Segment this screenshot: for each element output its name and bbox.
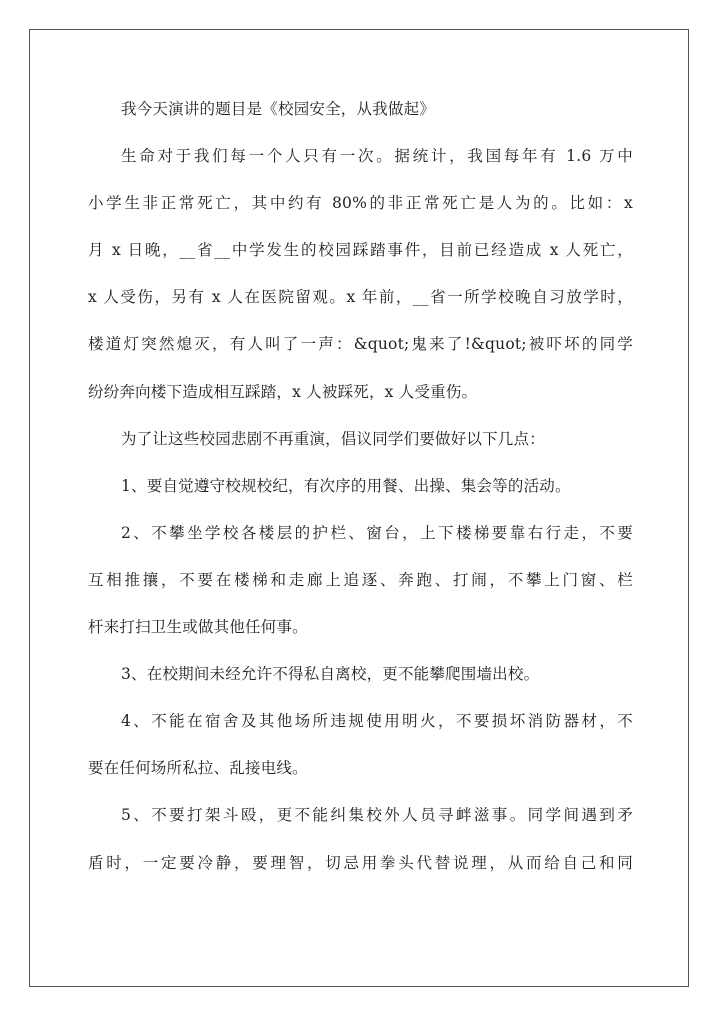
text-line: 盾时，一定要冷静，要理智，切忌用拳头代替说理，从而给自己和同 bbox=[88, 853, 633, 872]
text-line: 5、不要打架斗殴，更不能纠集校外人员寻衅滋事。同学间遇到矛 bbox=[121, 806, 633, 825]
text-line: 月 x 日晚，__省__中学发生的校园踩踏事件，目前已经造成 x 人死亡， bbox=[88, 241, 633, 260]
text-line: 纷纷奔向楼下造成相互踩踏，x 人被踩死，x 人受重伤。 bbox=[88, 382, 478, 401]
paragraph-intro bbox=[88, 141, 633, 424]
paragraph-point-3 bbox=[88, 659, 633, 706]
text-line: 2、不攀坐学校各楼层的护栏、窗台，上下楼梯要靠右行走，不要 bbox=[121, 523, 633, 542]
text-line: 4、不能在宿舍及其他场所违规使用明火，不要损坏消防器材，不 bbox=[121, 712, 633, 731]
paragraph-point-1 bbox=[88, 471, 633, 518]
text-line: x 人受伤，另有 x 人在医院留观。x 年前，__省一所学校晚自习放学时， bbox=[88, 288, 633, 307]
text-line: 楼道灯突然熄灭，有人叫了一声：&quot;鬼来了!&quot;被吓坏的同学 bbox=[88, 335, 633, 354]
document-body bbox=[88, 94, 633, 895]
paragraph-point-4 bbox=[88, 706, 633, 800]
text-line: 小学生非正常死亡，其中约有 80%的非正常死亡是人为的。比如：x bbox=[88, 194, 633, 213]
text-line: 互相推攘，不要在楼梯和走廊上追逐、奔跑、打闹，不攀上门窗、栏 bbox=[88, 570, 633, 589]
paragraph-point-2 bbox=[88, 518, 633, 659]
paragraph-proposal bbox=[88, 424, 633, 471]
text-line: 生命对于我们每一个人只有一次。据统计，我国每年有 1.6 万中 bbox=[121, 147, 633, 166]
speech-title: 我今天演讲的题目是《校园安全，从我做起》 bbox=[121, 100, 436, 118]
text-line: 杆来打扫卫生或做其他任何事。 bbox=[88, 618, 308, 637]
text-line: 3、在校期间未经允许不得私自离校，更不能攀爬围墙出校。 bbox=[121, 665, 540, 684]
paragraph-point-5 bbox=[88, 800, 633, 894]
text-line: 为了让这些校园悲剧不再重演，倡议同学们要做好以下几点： bbox=[121, 429, 545, 448]
text-line: 1、要自觉遵守校规校纪，有次序的用餐、出操、集会等的活动。 bbox=[121, 476, 571, 495]
text-line: 要在任何场所私拉、乱接电线。 bbox=[88, 759, 308, 778]
